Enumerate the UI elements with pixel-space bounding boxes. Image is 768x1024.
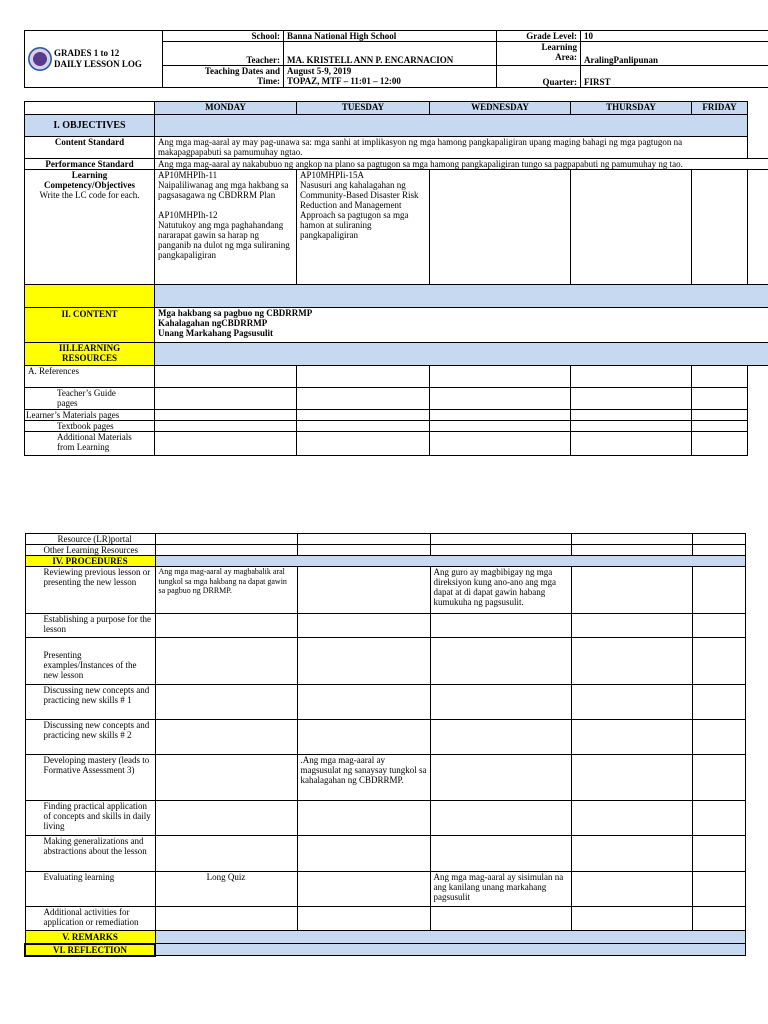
grades-title: GRADES 1 to 12 <box>54 48 120 58</box>
procedure-label-5: Developing mastery (leads to Formative Assessment 3) <box>25 755 155 801</box>
procedure-label-9: Additional activities for application or remediation <box>25 907 155 931</box>
objectives-heading: I. OBJECTIVES <box>25 115 155 137</box>
header-logo-cell <box>25 31 163 88</box>
reflection-heading: VI. REFLECTION <box>25 944 155 956</box>
learning-area-label: Learning Area: <box>497 42 581 66</box>
day-thursday: THURSDAY <box>571 102 692 115</box>
teacher-label: Teacher: <box>163 42 284 66</box>
teacher-value: MA. KRISTELL ANN P. ENCARNACION <box>284 42 497 66</box>
procedure-monday-8: Long Quiz <box>155 872 297 907</box>
procedure-monday-0: Ang mga mag-aaral ay magbabalik aral tungkol sa mga hakbang na dapat gawin sa pagbuo ng DRRMP. <box>155 567 297 614</box>
procedure-label-8: Evaluating learning <box>25 872 155 907</box>
other-resources-label: Other Learning Resources <box>25 545 155 556</box>
day-friday: FRIDAY <box>692 102 748 115</box>
grade-level-value: 10 <box>581 31 768 42</box>
corner-cell <box>25 102 155 115</box>
lesson-log-table-continued <box>24 533 746 957</box>
quarter-label: Quarter: <box>497 66 581 88</box>
procedure-label-3: Discussing new concepts and practicing new skills # 1 <box>25 685 155 720</box>
remarks-heading: V. REMARKS <box>25 931 155 944</box>
grade-level-label: Grade Level: <box>497 31 581 42</box>
procedure-label-4: Discussing new concepts and practicing new skills # 2 <box>25 720 155 755</box>
procedure-label-7: Making generalizations and abstractions about the lesson <box>25 836 155 872</box>
performance-standard-text: Ang mga mag-aaral ay nakabubuo ng angkop na plano sa pagtugon sa mga hamong pangkapaligiran tungo sa pagpapabuti ng pamumuhay ng tao. <box>155 159 768 170</box>
additional-materials-label: Additional Materials from Learning <box>25 432 155 456</box>
learning-area-value: AralingPanlipunan <box>581 42 768 66</box>
procedure-tuesday-0 <box>297 567 430 614</box>
procedure-wednesday-8: Ang mga mag-aaral ay sisimulan na ang kanilang unang markahang pagsusulit <box>430 872 571 907</box>
content-heading: II. CONTENT <box>25 308 155 343</box>
header-table <box>24 30 768 88</box>
references-label: A. References <box>25 366 155 388</box>
learning-resources-heading: III.LEARNING RESOURCES <box>25 343 155 366</box>
procedure-label-0: Reviewing previous lesson or presenting the new lesson <box>25 567 155 614</box>
monday-competency: AP10MHPIh-11 Naipaliliwanag ang mga hakbang sa pagsasagawa ng CBDRRM Plan AP10MHPIh-12 Natutukoy ang mga paghahandang nararapat gawin sa harap ng panganib na dulot ng mga suliraning pangkapaligiran <box>155 170 297 285</box>
content-standard-text: Ang mga mag-aaral ay may pag-unawa sa: mga sanhi at implikasyon ng mga hamong pangkapaligiran upang maging bahagi ng mga pagtugon na makapagpapabuti sa pamumuhay ngtao. <box>155 137 748 159</box>
content-text: Mga hakbang sa pagbuo ng CBDRRMP Kahalagahan ngCBDRRMP Unang Markahang Pagsusulit <box>155 308 768 343</box>
performance-standard-label: Performance Standard <box>25 159 155 170</box>
lesson-log-table <box>24 101 768 456</box>
textbook-label: Textbook pages <box>25 421 155 432</box>
procedure-label-1: Establishing a purpose for the lesson <box>25 614 155 638</box>
procedure-wednesday-0: Ang guro ay magbibigay ng mga direksiyon kung ano-ano ang mga dapat at di dapat gawin habang kumukuha ng pagsusulit. <box>430 567 571 614</box>
procedure-label-2: Presenting examples/Instances of the new lesson <box>25 638 155 685</box>
procedure-label-6: Finding practical application of concepts and skills in daily living <box>25 801 155 836</box>
reflection-cell <box>155 944 745 956</box>
deped-seal-icon <box>28 47 52 71</box>
dates-value: August 5-9, 2019 TOPAZ, MTF – 11:01 – 12:00 <box>284 66 497 88</box>
remarks-cell <box>155 931 745 944</box>
procedure-tuesday-5: .Ang mga mag-aaral ay magsusulat ng sanaysay tungkol sa kahalagahan ng CBDRRMP. <box>297 755 430 801</box>
teachers-guide-label: Teacher’s Guide pages <box>25 388 155 410</box>
procedures-heading: IV. PROCEDURES <box>25 556 155 567</box>
day-tuesday: TUESDAY <box>297 102 430 115</box>
lr-portal-label: Resource (LR)portal <box>25 534 155 545</box>
school-label: School: <box>163 31 284 42</box>
quarter-value: FIRST <box>581 66 768 88</box>
content-standard-label: Content Standard <box>25 137 155 159</box>
school-value: Banna National High School <box>284 31 497 42</box>
tuesday-competency: AP10MHPIi-15A Nasusuri ang kahalagahan ng Community-Based Disaster Risk Reduction and Management Approach sa pagtugon sa mga hamon at suliraning pangkapaligiran <box>297 170 430 285</box>
day-wednesday: WEDNESDAY <box>430 102 571 115</box>
learners-materials-label: Learner’s Materials pages <box>25 410 155 421</box>
day-monday: MONDAY <box>155 102 297 115</box>
learning-competency-label: Learning Competency/Objectives Write the LC code for each. <box>25 170 155 285</box>
dates-label: Teaching Dates and Time: <box>163 66 284 88</box>
log-title: DAILY LESSON LOG <box>54 59 142 69</box>
